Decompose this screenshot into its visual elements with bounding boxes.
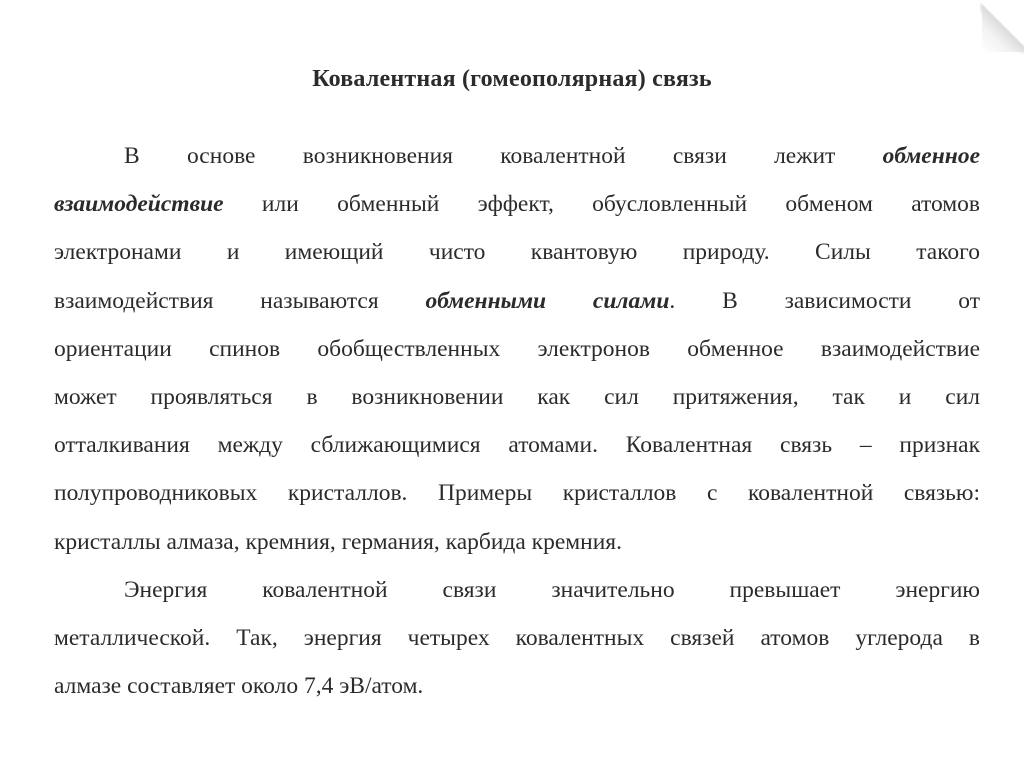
paragraph-1-line-5: ориентации спинов обобществленных электронов обменное взаимодействие [54,335,980,362]
paragraph-1-line-4-emphasis: обменными силами [425,287,670,314]
paragraph-1-line-1-text: В основе возникновения ковалентной связи лежит [124,143,883,169]
paragraph-1-line-1-emphasis: обменное [882,143,980,169]
paragraph-1-line-4-text-before: взаимодействия называются [54,287,426,314]
paragraph-2-line-1: Энергия ковалентной связи значительно превышает энергию [124,576,980,603]
paragraph-1-line-6: может проявляться в возникновении как сил притяжения, так и сил [54,384,980,411]
paragraph-2-line-3: алмазе составляет около 7,4 эВ/атом. [54,673,424,700]
paragraph-1-line-7: отталкивания между сближающимися атомами. Ковалентная связь – признак [54,432,980,459]
paragraph-1-line-4-text-after: . В зависимости от [669,287,980,314]
paragraph-1-line-8: полупроводниковых кристаллов. Примеры кристаллов с ковалентной связью: [54,480,980,507]
page-curl-corner [982,0,1024,52]
paragraph-1-line-3: электронами и имеющий чисто квантовую природу. Силы такого [54,239,980,266]
page-title: Ковалентная (гомеополярная) связь [312,66,712,92]
paragraph-1-line-9: кристаллы алмаза, кремния, германия, карбида кремния. [54,528,622,555]
paragraph-1-line-1 [54,132,980,180]
paragraph-1-line-2-text: или обменный эффект, обусловленный обменом атомов [223,191,980,218]
paragraph-1-line-4 [54,277,980,325]
paragraph-1-line-2 [54,180,980,228]
paragraph-1-line-2-emphasis: взаимодействие [54,191,224,218]
paragraph-2-line-2: металлической. Так, энергия четырех ковалентных связей атомов углерода в [54,625,980,652]
document-body [54,132,980,710]
